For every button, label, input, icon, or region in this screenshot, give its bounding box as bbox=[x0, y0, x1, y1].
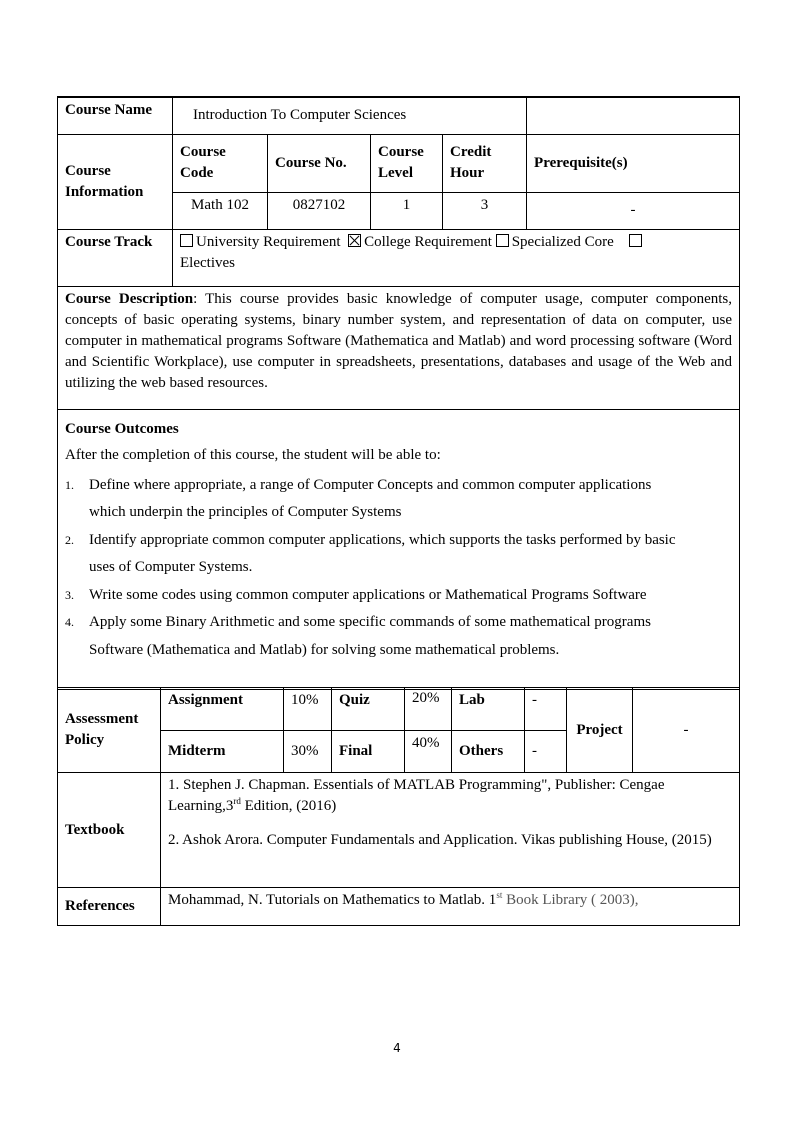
course-code-value: Math 102 bbox=[173, 192, 268, 229]
textbook-item-1: 1. Stephen J. Chapman. Essentials of MATLAB Programming", Publisher: Cengae Learning,3rd Edition, (2016) bbox=[168, 777, 665, 814]
specialized-core-label: Specialized Core bbox=[511, 233, 614, 250]
lab-value: - bbox=[525, 688, 567, 731]
others-value: - bbox=[525, 731, 567, 773]
college-requirement-label: College Requirement bbox=[364, 233, 492, 250]
university-requirement-label: University Requirement bbox=[196, 233, 341, 250]
references-cell: Mohammad, N. Tutorials on Mathematics to Matlab. 1st Book Library ( 2003), bbox=[161, 888, 740, 926]
course-name-label: Course Name bbox=[58, 97, 173, 134]
outcome-item: 1. Define where appropriate, a range of Computer Concepts and common computer applications which underpin the principles of Computer Systems bbox=[65, 476, 652, 520]
specialized-core-checkbox[interactable] bbox=[496, 234, 509, 247]
quiz-label: Quiz bbox=[332, 688, 405, 731]
project-value: - bbox=[633, 688, 740, 773]
lab-label: Lab bbox=[452, 688, 525, 731]
quiz-value: 20% bbox=[405, 688, 452, 731]
course-outcomes-label: Course Outcomes bbox=[65, 420, 179, 437]
page-number: 4 bbox=[393, 1041, 401, 1055]
course-info-label: Course Information bbox=[58, 134, 173, 229]
credit-hour-value: 3 bbox=[443, 192, 527, 229]
final-label: Final bbox=[332, 731, 405, 773]
course-name-empty bbox=[527, 97, 740, 134]
course-track-label: Course Track bbox=[58, 229, 173, 286]
course-outcomes-intro: After the completion of this course, the student will be able to: bbox=[65, 446, 441, 463]
outcome-item: 4. Apply some Binary Arithmetic and some specific commands of some mathematical programs Software (Mathematica and Matlab) for solving some mathematical problems. bbox=[65, 614, 651, 658]
references-label: References bbox=[58, 888, 161, 926]
course-track-options bbox=[173, 229, 740, 286]
textbook-item-2: 2. Ashok Arora. Computer Fundamentals and Application. Vikas publishing House, (2015) bbox=[168, 832, 712, 848]
outcome-item: 2. Identify appropriate common computer applications, which supports the tasks performed by basic uses of Computer Systems. bbox=[65, 531, 676, 575]
course-outcomes-cell bbox=[58, 409, 740, 689]
outcome-item: 3. Write some codes using common computer applications or Mathematical Programs Software bbox=[65, 586, 647, 603]
midterm-label: Midterm bbox=[161, 731, 284, 773]
course-level-value: 1 bbox=[371, 192, 443, 229]
assignment-label: Assignment bbox=[161, 688, 284, 731]
credit-hour-header: Credit Hour bbox=[443, 134, 527, 192]
course-description-cell bbox=[58, 286, 740, 409]
course-description-label: Course Description bbox=[65, 290, 194, 307]
course-code-header: Course Code bbox=[173, 134, 268, 192]
final-value: 40% bbox=[405, 731, 452, 773]
course-outcomes-list bbox=[65, 472, 732, 665]
electives-checkbox[interactable] bbox=[629, 234, 642, 247]
course-info-table bbox=[57, 96, 739, 690]
prerequisite-header: Prerequisite(s) bbox=[527, 134, 740, 192]
course-name-value: Introduction To Computer Sciences bbox=[173, 97, 527, 134]
assessment-table bbox=[57, 687, 739, 926]
prerequisite-value: - bbox=[527, 192, 740, 229]
textbook-label: Textbook bbox=[58, 773, 161, 888]
project-label: Project bbox=[567, 688, 633, 773]
assignment-value: 10% bbox=[284, 688, 332, 731]
course-no-header: Course No. bbox=[268, 134, 371, 192]
course-level-header: Course Level bbox=[371, 134, 443, 192]
course-description-text: : This course provides basic knowledge of computer usage, computer components, concepts of basic operating systems, binary number system, and representation of data on computer, use computer in mathematical programs Software (Mathematica and Matlab) and word processing software (Word and Scientific Workplace), use computer in spreadsheets, presentations, databases and usage of the Web and utilizing the web based resources. bbox=[65, 290, 733, 391]
college-requirement-checkbox[interactable] bbox=[348, 234, 361, 247]
university-requirement-checkbox[interactable] bbox=[180, 234, 193, 247]
textbook-cell bbox=[161, 773, 740, 888]
electives-label: Electives bbox=[180, 254, 235, 271]
assessment-policy-label: Assessment Policy bbox=[58, 688, 161, 773]
course-no-value: 0827102 bbox=[268, 192, 371, 229]
midterm-value: 30% bbox=[284, 731, 332, 773]
others-label: Others bbox=[452, 731, 525, 773]
